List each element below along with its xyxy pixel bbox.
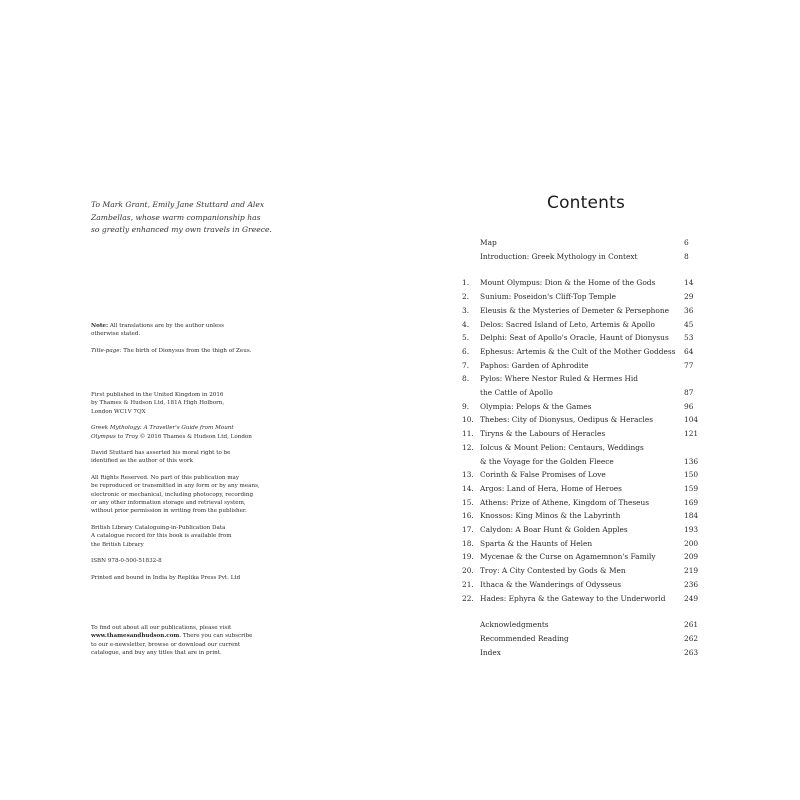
text-line: All Rights Reserved. No part of this publication may bbox=[91, 474, 240, 481]
website-link[interactable]: www.thamesandhudson.com bbox=[91, 633, 180, 640]
text-line: identified as the author of this work bbox=[91, 458, 193, 465]
toc-entry[interactable] bbox=[462, 619, 702, 631]
entry-title: Ephesus: Artemis & the Cult of the Mother Goddess bbox=[480, 346, 676, 356]
toc-entry[interactable] bbox=[462, 251, 702, 263]
toc-entry[interactable] bbox=[462, 633, 702, 645]
entry-title: Hades: Ephyra & the Gateway to the Underworld bbox=[480, 593, 666, 603]
page-number: 150 bbox=[684, 470, 699, 480]
entry-title: Athens: Prize of Athene, Kingdom of Theseus bbox=[480, 497, 650, 507]
text-line: or any other information storage and retrieval system, bbox=[91, 500, 246, 507]
entry-title: the Cattle of Apollo bbox=[480, 388, 553, 397]
page-number: 121 bbox=[684, 429, 699, 439]
page-number: 104 bbox=[684, 415, 699, 425]
title-page-note bbox=[91, 347, 266, 355]
toc-entry[interactable] bbox=[462, 360, 702, 372]
note-text: otherwise stated. bbox=[91, 331, 141, 338]
chapter-number: 13. bbox=[462, 470, 474, 480]
toc-entry[interactable] bbox=[462, 483, 702, 495]
entry-title: Index bbox=[480, 647, 501, 657]
toc-entry[interactable] bbox=[462, 442, 702, 454]
promo-line: catalogue, and buy any titles that are in print. bbox=[91, 650, 222, 657]
page-number: 261 bbox=[684, 620, 699, 630]
page-number: 64 bbox=[684, 346, 694, 356]
page-number: 87 bbox=[684, 388, 694, 397]
entry-title: Recommended Reading bbox=[480, 633, 569, 643]
chapter-number: 8. bbox=[462, 374, 470, 384]
page-number: 184 bbox=[684, 511, 699, 521]
page-number: 193 bbox=[684, 525, 699, 534]
entry-title: Corinth & False Promises of Love bbox=[480, 470, 606, 480]
chapter-number: 19. bbox=[462, 552, 474, 562]
toc-entry[interactable] bbox=[462, 510, 702, 522]
chapter-number: 3. bbox=[462, 305, 470, 315]
entry-title: & the Voyage for the Golden Fleece bbox=[480, 456, 614, 466]
entry-title: Sunium: Poseidon's Cliff-Top Temple bbox=[480, 292, 617, 302]
chapter-number: 6. bbox=[462, 346, 470, 356]
toc-entry[interactable] bbox=[462, 237, 702, 249]
entry-title: Ithaca & the Wanderings of Odysseus bbox=[480, 579, 622, 589]
toc-entry[interactable] bbox=[462, 593, 702, 605]
toc-entry[interactable] bbox=[462, 305, 702, 317]
first-published bbox=[91, 391, 266, 416]
entry-title: Delos: Sacred Island of Leto, Artemis & Apollo bbox=[480, 319, 655, 329]
contents-heading: Contents bbox=[547, 193, 626, 213]
entry-title: Thebes: City of Dionysus, Oedipus & Heracles bbox=[480, 415, 654, 425]
page-number: 262 bbox=[684, 633, 699, 643]
toc-entry[interactable] bbox=[462, 538, 702, 550]
toc-entry[interactable] bbox=[462, 291, 702, 303]
note-text: All translations are by the author unless bbox=[108, 323, 224, 329]
entry-title: Paphos: Garden of Aphrodite bbox=[480, 360, 589, 370]
entry-title: Eleusis & the Mysteries of Demeter & Persephone bbox=[480, 305, 670, 315]
translation-note bbox=[91, 322, 266, 339]
entry-title: Iolcus & Mount Pelion: Centaurs, Weddings bbox=[480, 442, 644, 452]
toc-entry[interactable] bbox=[462, 346, 702, 358]
toc-entry-continued[interactable] bbox=[462, 456, 702, 468]
chapter-number: 5. bbox=[462, 333, 470, 343]
text-line: First published in the United Kingdom in 2016 bbox=[91, 392, 224, 398]
page-number: 6 bbox=[684, 238, 689, 247]
page-number: 29 bbox=[684, 292, 694, 302]
chapter-number: 9. bbox=[462, 401, 470, 411]
entry-title: Tiryns & the Labours of Heracles bbox=[480, 429, 606, 439]
chapter-number: 17. bbox=[462, 525, 474, 534]
publisher-promo bbox=[91, 624, 266, 658]
toc-entry[interactable] bbox=[462, 277, 702, 289]
title-page-label: Title-page: bbox=[91, 347, 122, 354]
promo-line: to our e-newsletter, browse or download our current bbox=[91, 641, 241, 648]
page-number: 249 bbox=[684, 593, 699, 603]
text-line: David Stuttard has asserted his moral right to be bbox=[91, 450, 231, 457]
entry-title: Acknowledgments bbox=[480, 620, 549, 630]
page-number: 159 bbox=[684, 483, 699, 493]
text-line: A catalogue record for this book is available from bbox=[91, 533, 232, 540]
chapter-number: 1. bbox=[462, 278, 470, 288]
page-number: 36 bbox=[684, 305, 694, 315]
entry-title: Pylos: Where Nestor Ruled & Hermes Hid bbox=[480, 374, 639, 384]
entry-title: Mount Olympus: Dion & the Home of the Gods bbox=[480, 278, 656, 288]
chapter-number: 4. bbox=[462, 319, 470, 329]
text-line: be reproduced or transmitted in any form or by any means, bbox=[91, 483, 260, 490]
entry-title: Knossos: King Minos & the Labyrinth bbox=[480, 511, 621, 521]
page-number: 77 bbox=[684, 360, 694, 370]
text-line: electronic or mechanical, including photocopy, recording bbox=[91, 491, 254, 498]
page-number: 200 bbox=[684, 538, 699, 548]
text-line: British Library Cataloguing-in-Publication Data bbox=[91, 524, 226, 531]
text-line: the British Library bbox=[91, 541, 144, 548]
toc-entry[interactable] bbox=[462, 647, 702, 659]
page-number: 45 bbox=[684, 319, 694, 329]
page-number: 8 bbox=[684, 251, 689, 261]
toc-entry[interactable] bbox=[462, 401, 702, 413]
page-number: 209 bbox=[684, 552, 699, 562]
cip-data bbox=[91, 524, 266, 549]
book-title: Greek Mythology: A Traveller's Guide from Mount bbox=[91, 425, 234, 432]
entry-title: Sparta & the Haunts of Helen bbox=[480, 538, 593, 548]
promo-line: To find out about all our publications, please visit bbox=[91, 625, 232, 631]
toc-entry[interactable] bbox=[462, 414, 702, 426]
page-number: 14 bbox=[684, 278, 694, 288]
chapter-number: 15. bbox=[462, 497, 474, 507]
page-number: 236 bbox=[684, 579, 699, 589]
toc-entry[interactable] bbox=[462, 579, 702, 591]
printed-text: Printed and bound in India by Replika Press Pvt. Ltd bbox=[91, 574, 241, 581]
copyright bbox=[91, 424, 266, 441]
book-title: Olympus to Troy bbox=[91, 433, 138, 440]
toc-entry[interactable] bbox=[462, 551, 702, 563]
text-line: without prior permission in writing from the publisher. bbox=[91, 508, 247, 515]
toc-entry[interactable] bbox=[462, 497, 702, 509]
dedication bbox=[91, 199, 272, 237]
toc-entry[interactable] bbox=[462, 332, 702, 344]
entry-title: Delphi: Seat of Apollo's Oracle, Haunt of Dionysus bbox=[480, 333, 669, 343]
isbn-text: ISBN 978-0-500-51832-8 bbox=[91, 558, 162, 565]
notes-block bbox=[91, 322, 266, 363]
entry-title: Map bbox=[480, 238, 497, 247]
chapter-number: 12. bbox=[462, 442, 474, 452]
publication-info bbox=[91, 391, 266, 590]
chapter-number: 7. bbox=[462, 360, 470, 370]
chapter-number: 18. bbox=[462, 538, 474, 548]
chapter-number: 21. bbox=[462, 579, 474, 589]
title-page-text: The birth of Dionysus from the thigh of Zeus. bbox=[121, 347, 252, 354]
text-line: London WC1V 7QX bbox=[91, 408, 146, 415]
entry-title: Olympia: Pelops & the Games bbox=[480, 401, 592, 411]
chapter-number: 22. bbox=[462, 593, 474, 603]
toc-entry[interactable] bbox=[462, 373, 702, 385]
toc-entry[interactable] bbox=[462, 469, 702, 481]
toc-entry[interactable] bbox=[462, 565, 702, 577]
note-label: Note: bbox=[91, 323, 109, 329]
page-number: 136 bbox=[684, 456, 699, 466]
page-number: 53 bbox=[684, 333, 694, 343]
chapter-number: 2. bbox=[462, 292, 470, 302]
dedication-line: Zambellas, whose warm companionship has bbox=[91, 212, 261, 222]
moral-right bbox=[91, 449, 266, 466]
toc-entry-continued[interactable] bbox=[462, 387, 702, 399]
chapter-number: 16. bbox=[462, 511, 474, 521]
entry-title: Calydon: A Boar Hunt & Golden Apples bbox=[480, 525, 628, 534]
text-line: by Thames & Hudson Ltd, 181A High Holborn, bbox=[91, 400, 225, 407]
chapter-number: 14. bbox=[462, 483, 474, 493]
chapter-number: 11. bbox=[462, 429, 474, 439]
chapter-number: 20. bbox=[462, 566, 474, 576]
page-number: 219 bbox=[684, 566, 699, 576]
entry-title: Introduction: Greek Mythology in Context bbox=[480, 251, 638, 261]
dedication-line: To Mark Grant, Emily Jane Stuttard and Alex bbox=[91, 200, 265, 209]
page-number: 263 bbox=[684, 647, 699, 657]
entry-title: Troy: A City Contested by Gods & Men bbox=[480, 566, 626, 576]
toc-entry[interactable] bbox=[462, 319, 702, 331]
dedication-line: so greatly enhanced my own travels in Greece. bbox=[91, 225, 272, 235]
printer-info bbox=[91, 574, 266, 582]
promo-line: . There you can subscribe bbox=[179, 633, 253, 640]
page-number: 96 bbox=[684, 401, 694, 411]
toc-entry[interactable] bbox=[462, 524, 702, 536]
isbn bbox=[91, 557, 266, 565]
rights-reserved bbox=[91, 474, 266, 516]
chapter-number: 10. bbox=[462, 415, 474, 425]
toc-entry[interactable] bbox=[462, 428, 702, 440]
entry-title: Argos: Land of Hera, Home of Heroes bbox=[480, 483, 622, 493]
copyright-text: © 2016 Thames & Hudson Ltd, London bbox=[138, 433, 252, 440]
page-number: 169 bbox=[684, 497, 699, 507]
entry-title: Mycenae & the Curse on Agamemnon's Family bbox=[480, 552, 656, 562]
